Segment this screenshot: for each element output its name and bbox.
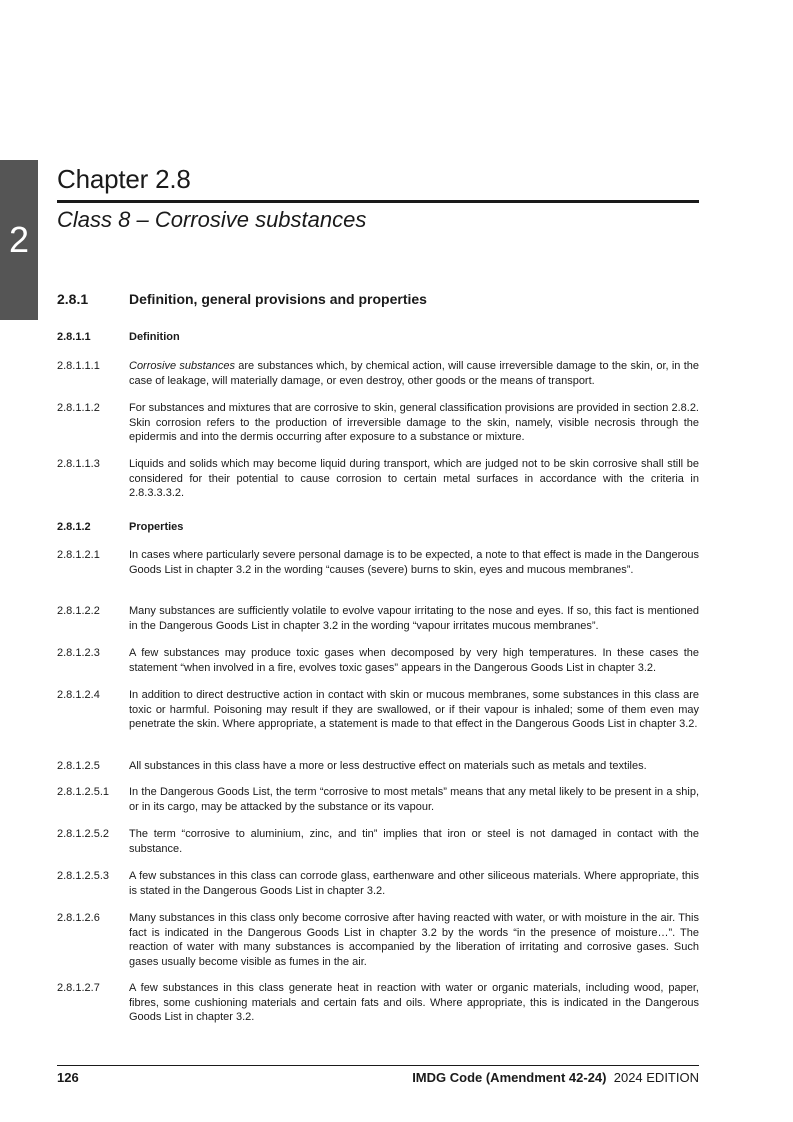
section-title: Definition, general provisions and properties [129,291,427,307]
paragraph-number: 2.8.1.1.1 [57,360,100,372]
chapter-title: Chapter 2.8 [57,164,191,194]
footer-edition-info [412,1070,699,1085]
paragraph-number: 2.8.1.2.5.3 [57,870,109,882]
page-number: 126 [57,1070,79,1085]
chapter-tab [0,160,38,320]
footer-code: IMDG Code (Amendment 42-24) [412,1070,607,1085]
paragraph-text: Many substances are sufficiently volatile to evolve vapour irritating to the nose and eyes. If so, this fact is mentioned in the Dangerous Goods List in chapter 3.2 in the wording “vapour irritates mucous membranes”. [129,605,699,632]
paragraph-text: In addition to direct destructive action in contact with skin or mucous membranes, some substances in this class are toxic or harmful. Poisoning may result if they are swallowed, or if their vapour is inhaled; some of them even may penetrate the skin. Where appropriate, a statement is made to that effect in the Dangerous Goods List in chapter 3.2. [129,689,699,731]
paragraph [57,911,699,969]
paragraph [57,604,699,633]
paragraph-text: In cases where particularly severe personal damage is to be expected, a note to that effect is made in the Dangerous Goods List in chapter 3.2 in the wording “causes (severe) burns to skin, eyes and mucous membranes”. [129,549,699,576]
paragraph-text: In the Dangerous Goods List, the term “corrosive to most metals” means that any metal likely to be present in a ship, or in its cargo, may be attacked by the substance or its vapour. [129,786,699,813]
paragraph-number: 2.8.1.1.2 [57,402,100,414]
paragraph-text: The term “corrosive to aluminium, zinc, and tin” implies that iron or steel is not damaged in contact with the substance. [129,828,699,855]
paragraph-text-rest: are substances which, by chemical action, will cause irreversible damage to the skin, or, in the case of leakage, will materially damage, or even destroy, other goods or the means of transport. [129,360,699,387]
paragraph [57,759,699,774]
paragraph-text: For substances and mixtures that are corrosive to skin, general classification provisions are provided in section 2.8.2. Skin corrosion refers to the production of irreversible damage to the skin, namely, visible necrosis through the epidermis and into the dermis occurring after exposure to a substance or mixture. [129,402,699,444]
paragraph [57,981,699,1025]
class-title: Class 8 – Corrosive substances [57,207,367,232]
chapter-tab-number: 2 [8,219,30,260]
paragraph-text: Many substances in this class only become corrosive after having reacted with water, or with moisture in the air. This fact is indicated in the Dangerous Goods List in chapter 3.2 by the words “in the presence of moisture…”. The reaction of water with many substances is accompanied by the liberation of irritating and corrosive gases. Such gases usually become visible as fumes in the air. [129,912,699,968]
paragraph-number: 2.8.1.1.3 [57,458,100,470]
paragraph-number: 2.8.1.2.4 [57,689,100,701]
paragraph [57,688,699,732]
definition-heading [57,331,699,343]
paragraph-text: A few substances may produce toxic gases when decomposed by very high temperatures. In these cases the statement “when involved in a fire, evolves toxic gases” appears in the Dangerous Goods List in chapter 3.2. [129,647,699,674]
paragraph-number: 2.8.1.2.5.2 [57,828,109,840]
footer-edition: 2024 EDITION [613,1070,699,1085]
paragraph [57,785,699,814]
paragraph-text: Liquids and solids which may become liquid during transport, which are judged not to be skin corrosive shall still be considered for their potential to cause corrosion to certain metal surfaces in accordance with the criteria in 2.8.3.3.3.2. [129,458,699,500]
paragraph-text: A few substances in this class generate heat in reaction with water or organic materials, including wood, paper, fibres, some cushioning materials and certain fats and oils. Where appropriate, this is indicated in the Dangerous Goods List in chapter 3.2. [129,982,699,1024]
paragraph-text: A few substances in this class can corrode glass, earthenware and other siliceous materials. Where appropriate, this is stated in the Dangerous Goods List in chapter 3.2. [129,870,699,897]
paragraph-number: 2.8.1.2.5 [57,760,100,772]
paragraph-number: 2.8.1.2.6 [57,912,100,924]
paragraph-number: 2.8.1.2.1 [57,549,100,561]
properties-heading [57,521,699,533]
definition-number: 2.8.1.1 [57,331,91,343]
properties-number: 2.8.1.2 [57,521,91,533]
paragraph-emphasis: Corrosive substances [129,360,235,372]
paragraph [57,869,699,898]
paragraph-number: 2.8.1.2.2 [57,605,100,617]
paragraph [57,548,699,577]
footer-rule [57,1065,699,1066]
properties-title: Properties [129,521,184,533]
title-rule [57,200,699,203]
definition-title: Definition [129,331,180,343]
paragraph-text [129,359,699,388]
paragraph [57,359,699,388]
paragraph [57,827,699,856]
section-heading [57,291,699,307]
paragraph-text: All substances in this class have a more or less destructive effect on materials such as metals and textiles. [129,760,647,772]
paragraph [57,457,699,501]
paragraph-number: 2.8.1.2.5.1 [57,786,109,798]
paragraph-number: 2.8.1.2.3 [57,647,100,659]
section-number: 2.8.1 [57,291,89,307]
paragraph [57,401,699,445]
paragraph-number: 2.8.1.2.7 [57,982,100,994]
paragraph [57,646,699,675]
